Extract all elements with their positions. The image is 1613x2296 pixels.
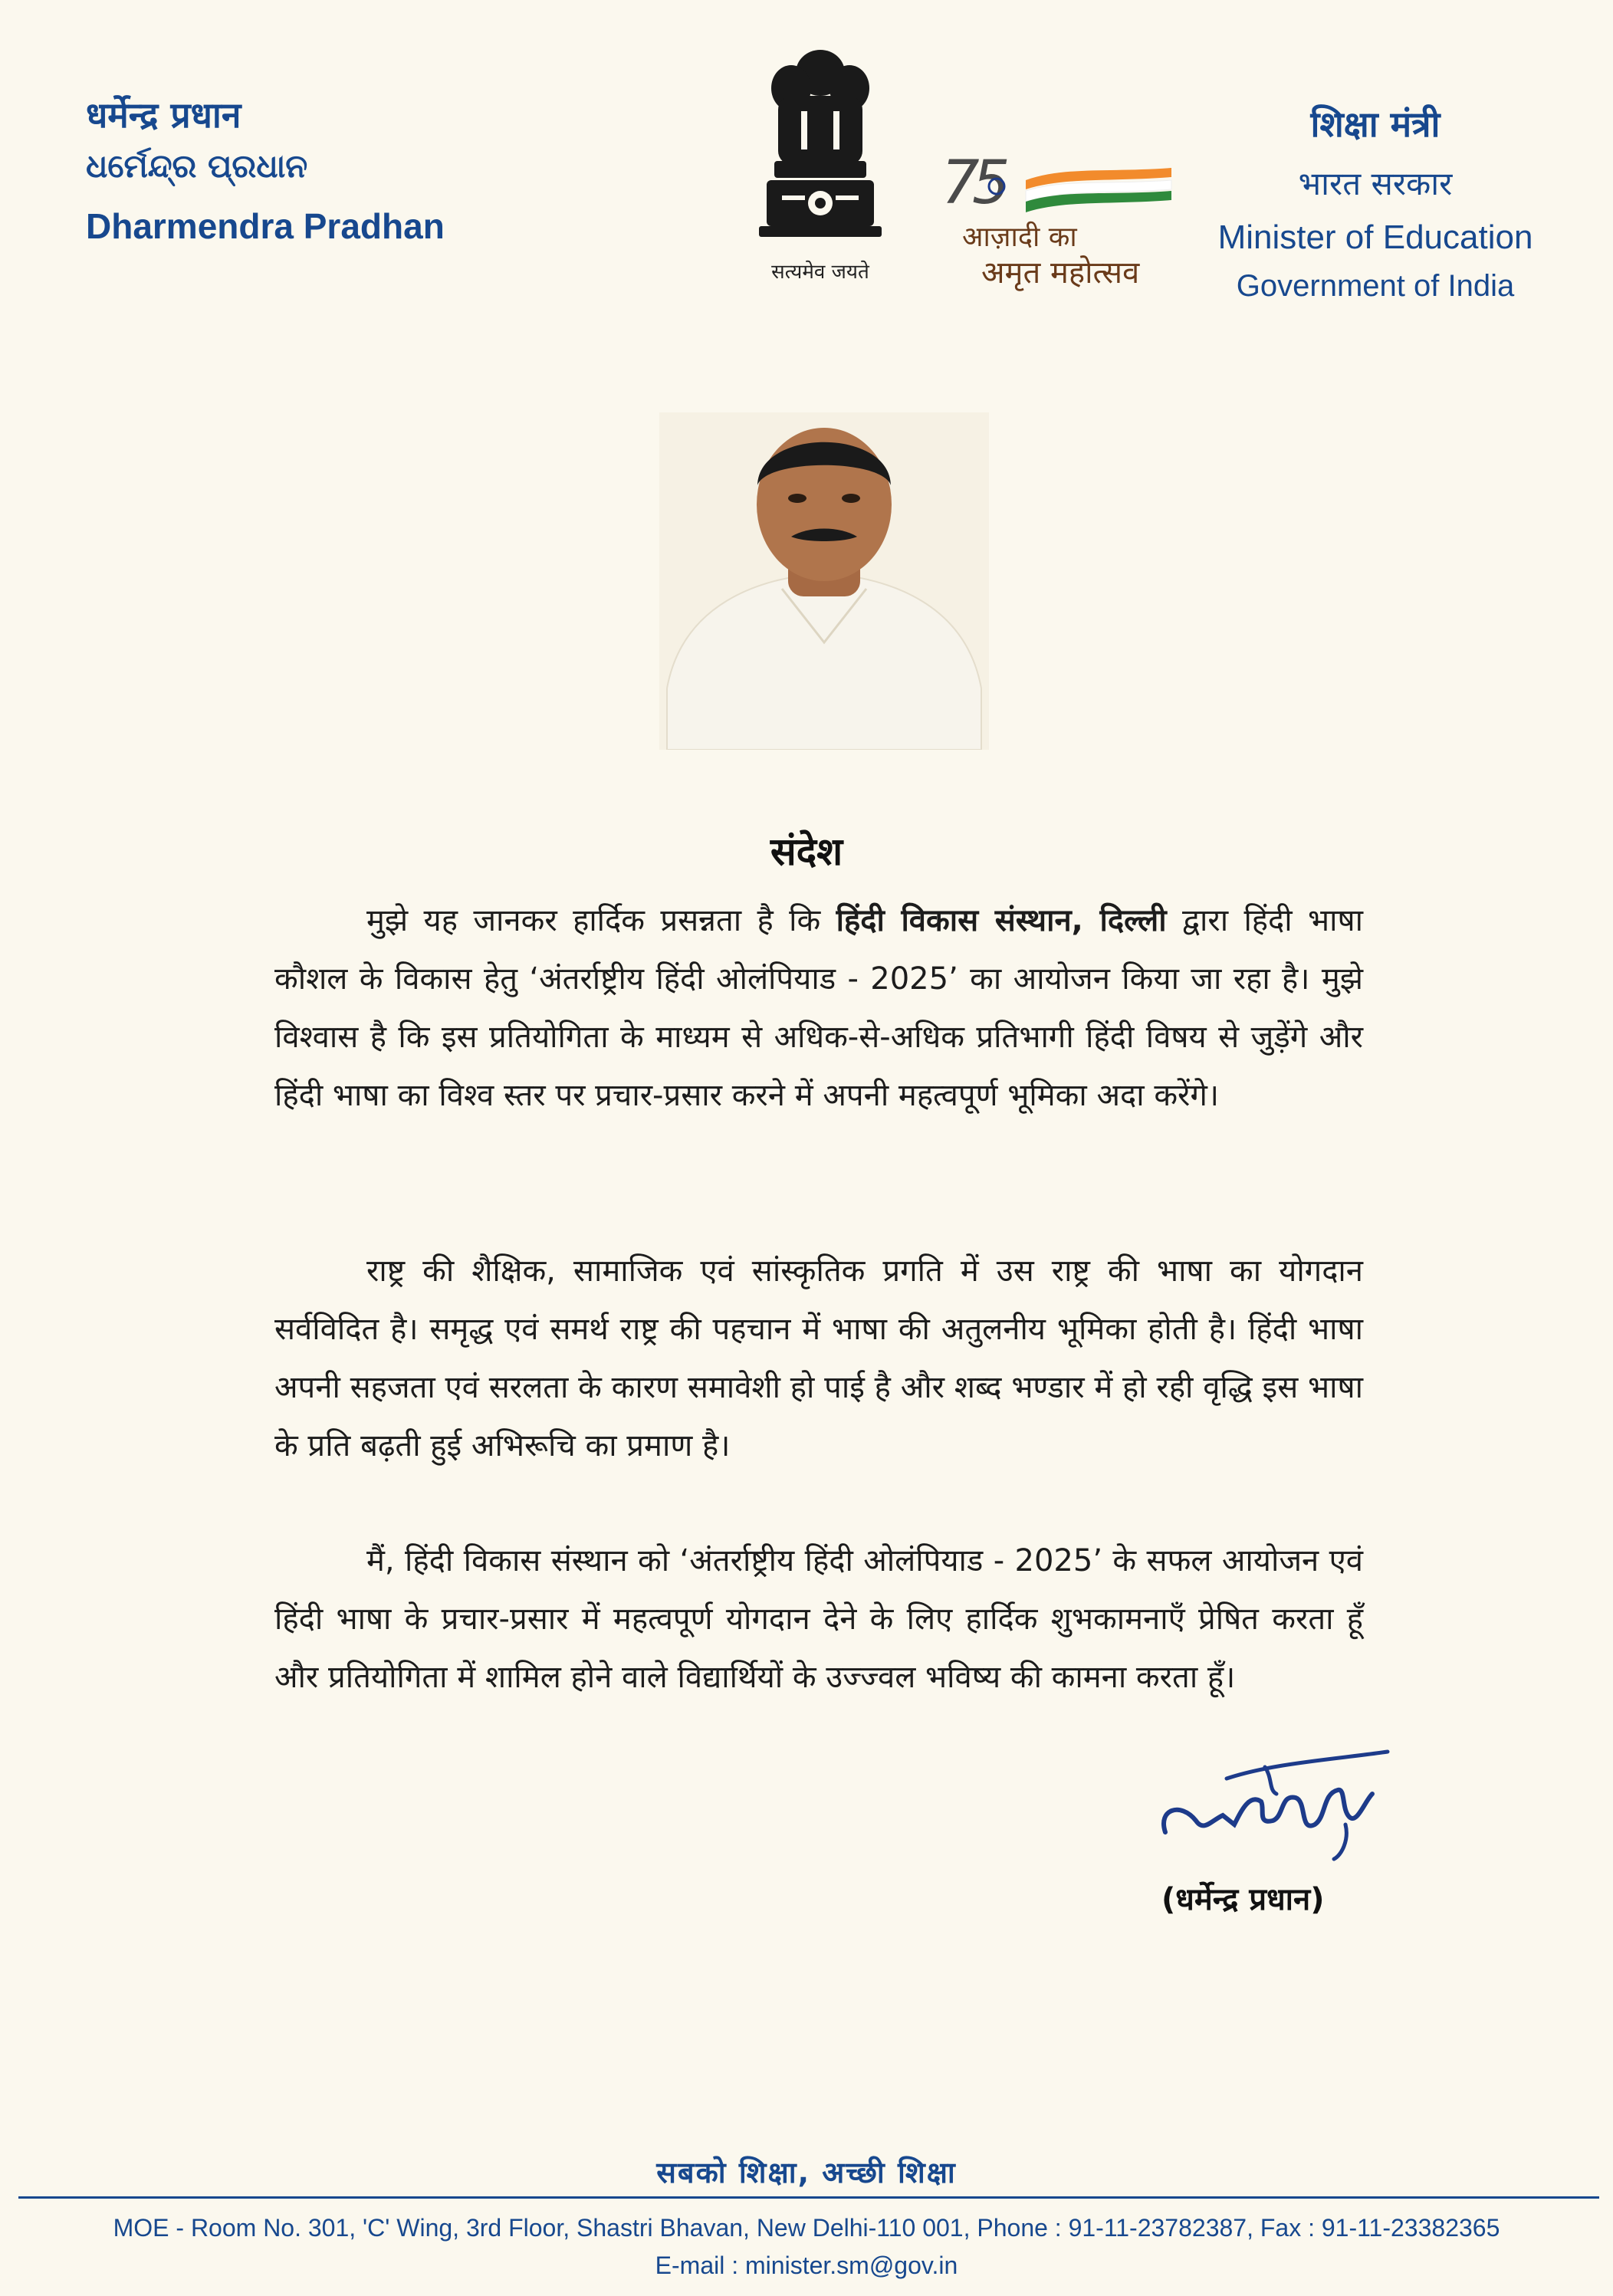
government-english: Government of India (1236, 269, 1515, 303)
handwritten-signature-icon (1150, 1748, 1395, 1863)
minister-name-english: Dharmendra Pradhan (86, 206, 445, 246)
paragraph-1-text-end: द्वारा हिंदी भाषा कौशल के विकास हेतु ‘अंतर्राष्ट्रीय हिंदी ओलंपियाड - 2025’ का आयोजन किया जा रहा है। मुझे विश्वास है कि इस प्रतियोगिता के माध्यम से अधिक-से-अधिक प्रतिभागी हिंदी विषय से जुड़ेंगे और हिंदी भाषा का विश्व स्तर पर प्रचार-प्रसार करने में अपनी महत्वपूर्ण भूमिका अदा करेंगे। (274, 903, 1363, 1113)
title-english: Minister of Education (1217, 218, 1533, 256)
letter-heading: संदेश (770, 829, 843, 874)
minister-name-hindi: धर्मेन्द्र प्रधान (86, 94, 241, 136)
azadi-logo-text-line2: अमृत महोत्सव (981, 255, 1140, 291)
footer-address: MOE - Room No. 301, 'C' Wing, 3rd Floor, Shastri Bhavan, New Delhi-110 001, Phone : 91-11-23782387, Fax : 91-11-23382365 (113, 2214, 1500, 2242)
title-hindi: शिक्षा मंत्री (1310, 103, 1441, 145)
letter-paragraph-3: मैं, हिंदी विकास संस्थान को ‘अंतर्राष्ट्रीय हिंदी ओलंपियाड - 2025’ के सफल आयोजन एवं हिंदी भाषा के प्रचार-प्रसार में महत्वपूर्ण योगदान देने के लिए हार्दिक शुभकामनाएँ प्रेषित करता हूँ और प्रतियोगिता में शामिल होने वाले विद्यार्थियों के उज्ज्वल भविष्य की कामना करता हूँ। (274, 1543, 1363, 1695)
signatory-name: (धर्मेन्द्र प्रधान) (1161, 1882, 1325, 1917)
emblem-motto: सत्यमेव जयते (771, 261, 869, 284)
ministry-title-block (1176, 100, 1575, 304)
letter-paragraph-1 (274, 892, 1363, 1125)
svg-text:7: 7 (941, 149, 980, 218)
footer-tagline: सबको शिक्षा, अच्छी शिक्षा (656, 2156, 957, 2189)
institute-name-bold: हिंदी विकास संस्थान, दिल्ली (836, 903, 1167, 938)
minister-portrait-photo (659, 412, 989, 750)
svg-text:5: 5 (972, 149, 1010, 218)
government-hindi: भारत सरकार (1298, 165, 1453, 202)
minister-name-odia: ଧର୍ମେନ୍ଦ୍ର ପ୍ରଧାନ (86, 147, 308, 185)
paragraph-1-text-start: मुझे यह जानकर हार्दिक प्रसन्नता है कि (366, 903, 836, 938)
letter-paragraph-2: राष्ट्र की शैक्षिक, सामाजिक एवं सांस्कृतिक प्रगति में उस राष्ट्र की भाषा का योगदान सर्वविदित है। समृद्ध एवं समर्थ राष्ट्र की पहचान में भाषा की अतुलनीय भूमिका होती है। हिंदी भाषा अपनी सहजता एवं सरलता के कारण समावेशी हो पाई है और शब्द भण्डार में हो रही वृद्धि इस भाषा के प्रति बढ़ती हुई अभिरूचि का प्रमाण है। (274, 1253, 1363, 1463)
azadi-logo-text-line1: आज़ादी का (962, 222, 1077, 253)
national-emblem-icon (744, 42, 897, 249)
footer-email: E-mail : minister.sm@gov.in (655, 2252, 958, 2279)
footer-divider (18, 2196, 1599, 2199)
